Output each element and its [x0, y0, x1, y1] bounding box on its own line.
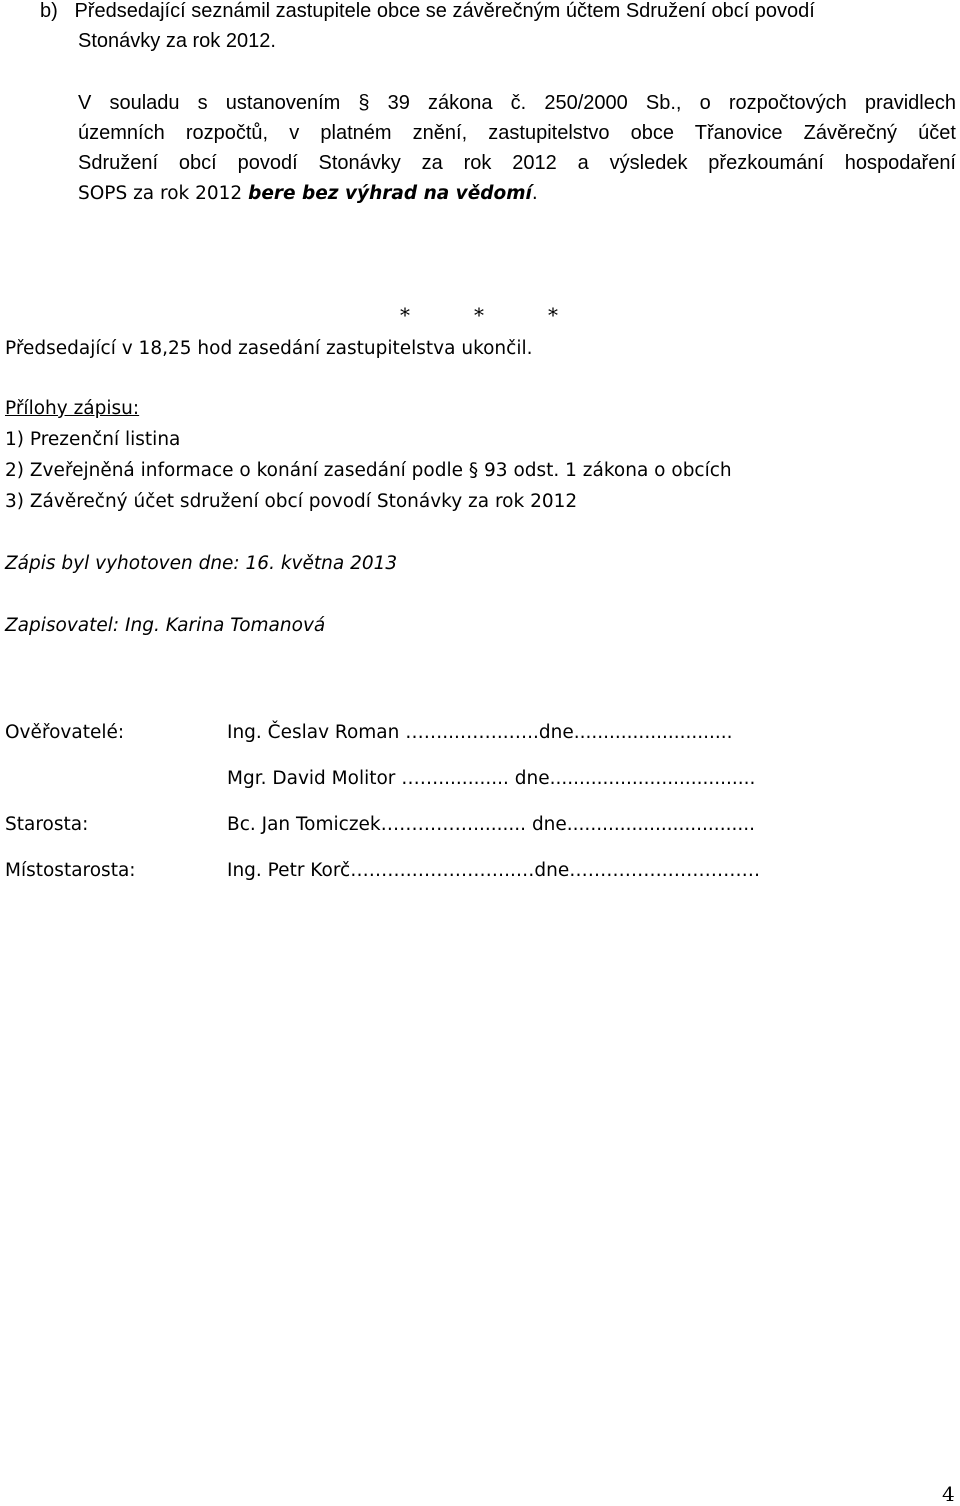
separator-star-3: *: [548, 303, 558, 327]
para-line-4: [78, 183, 956, 204]
attachments-title: Přílohy zápisu:: [5, 398, 140, 419]
para-line-4-suffix: .: [531, 183, 538, 204]
separator-star-1: *: [400, 303, 410, 327]
para-line-3: Sdružení obcí povodí Stonávky za rok 2012 a výsledek přezkoumání hospodaření: [78, 152, 956, 174]
para-line-2: územních rozpočtů, v platném znění, zastupitelstvo obce Třanovice Závěrečný účet: [78, 122, 956, 144]
section-b-line-1: Předsedající seznámil zastupitele obce se závěrečným účtem Sdružení obcí povodí: [74, 0, 815, 22]
para-line-1: V souladu s ustanovením § 39 zákona č. 250/2000 Sb., o rozpočtových pravidlech: [78, 92, 956, 114]
para-line-4-prefix: SOPS za rok 2012: [78, 183, 249, 204]
signature-entry-mayor: Bc. Jan Tomiczek……………......... dne................................: [227, 814, 755, 835]
signature-entry-verifier-1: Ing. Česlav Roman ……...……..…..dne...........................: [227, 722, 733, 743]
separator-star-2: *: [474, 303, 484, 327]
closing-text: Předsedající v 18,25 hod zasedání zastupitelstva ukončil.: [5, 338, 533, 359]
signature-entry-verifier-2: Mgr. David Molitor ……............ dne...................................: [227, 768, 756, 789]
resolution-emphasis: bere bez výhrad na vědomí: [248, 183, 532, 204]
record-date: Zápis byl vyhotoven dne: 16. května 2013: [5, 553, 398, 574]
signature-role-mayor: Starosta:: [5, 814, 89, 835]
attachment-item-1: 1) Prezenční listina: [5, 429, 181, 450]
signature-role-deputy-mayor: Místostarosta:: [5, 860, 136, 881]
recorder: Zapisovatel: Ing. Karina Tomanová: [5, 615, 326, 636]
section-b-line-2: Stonávky za rok 2012.: [78, 30, 276, 52]
attachment-item-2: 2) Zveřejněná informace o konání zasedání podle § 93 odst. 1 zákona o obcích: [5, 460, 732, 481]
section-marker-line: [40, 0, 815, 23]
signature-role-verifiers: Ověřovatelé:: [5, 722, 125, 743]
attachment-item-3: 3) Závěrečný účet sdružení obcí povodí Stonávky za rok 2012: [5, 491, 578, 512]
signature-entry-deputy-mayor: Ing. Petr Korč……….……………..…dne…………….……………: [227, 860, 761, 881]
page-number: 4: [942, 1482, 955, 1506]
section-marker: b): [40, 0, 58, 22]
